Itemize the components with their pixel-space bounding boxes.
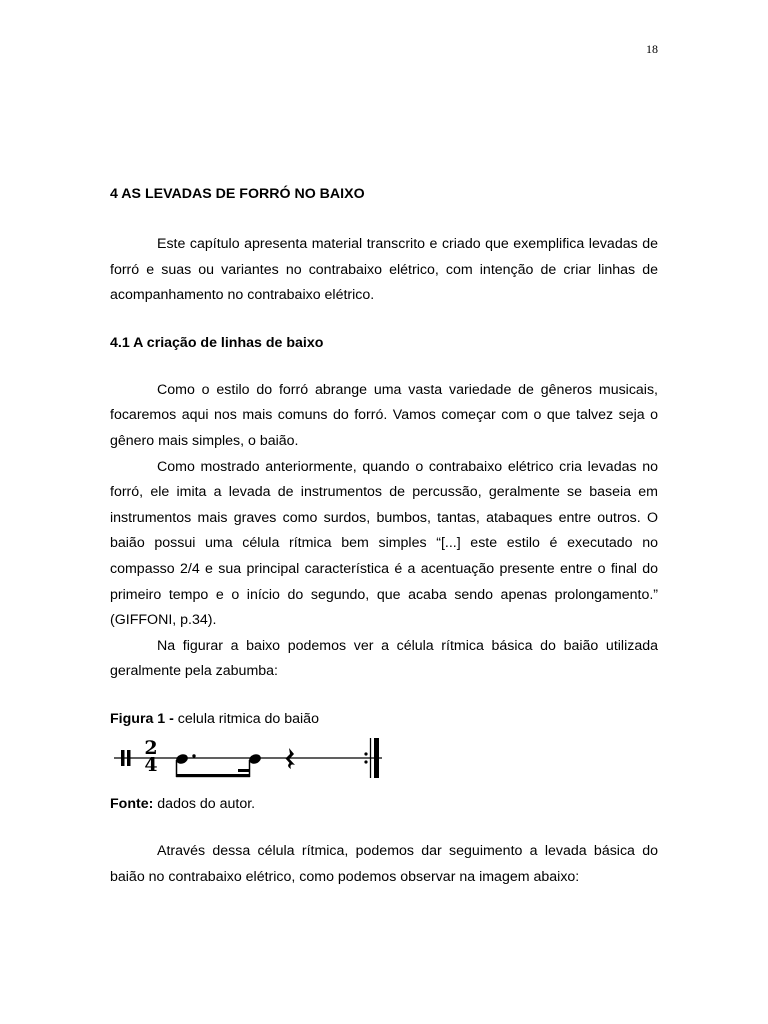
page-number: 18 — [646, 42, 658, 56]
bar-thick — [121, 750, 125, 766]
chapter-heading: 4 AS LEVADAS DE FORRÓ NO BAIXO — [110, 186, 365, 202]
figure-caption — [110, 707, 658, 732]
document-body — [110, 182, 658, 890]
bar-thick — [374, 738, 379, 778]
paragraph-final: Através dessa célula rítmica, podemos dar seguimento a levada básica do baião no contrabaixo elétrico, como podemos observar na imagem abaixo: — [110, 842, 658, 885]
beam — [238, 769, 250, 772]
source-label: Fonte: — [110, 795, 154, 812]
figure-caption-text: celula ritmica do baião — [173, 710, 319, 727]
paragraph: Como mostrado anteriormente, quando o contrabaixo elétrico cria levadas no forró, ele imita a levada de instrumentos de percussão, geralmente se baseia em instrumentos mais graves como surdos, bumbos, tantas, atabaques entre outros. O baião possui uma célula rítmica bem simples “[...] este estilo é executado no compasso 2/4 e sua principal característica é a acentuação presente entre o final do primeiro tempo e o início do segundo, que acaba sendo apenas prolongamento.” (GIFFONI, p.34). — [110, 458, 658, 629]
section-heading: 4.1 A criação de linhas de baixo — [110, 334, 324, 351]
source-text: dados do autor. — [153, 795, 256, 812]
paragraph-intro: Este capítulo apresenta material transcrito e criado que exemplifica levadas de forró e suas ou variantes no contrabaixo elétrico, com intenção de criar linhas de acompanhamento no contrabaixo elétrico. — [110, 236, 658, 304]
time-signature-top: 2 — [144, 736, 158, 759]
repeat-dot — [364, 760, 367, 763]
figure-label: Figura 1 - — [110, 710, 174, 727]
repeat-dot — [364, 752, 367, 755]
beam — [176, 774, 250, 777]
bar-thick — [127, 750, 131, 766]
paragraph: Como o estilo do forró abrange uma vasta variedade de gêneros musicais, focaremos aqui nos mais comuns do forró. Vamos começar com o que talvez seja o gênero mais simples, o baião. — [110, 381, 658, 449]
rhythm-notation — [110, 736, 390, 784]
figure-source — [110, 792, 658, 817]
time-signature-bottom: 4 — [144, 753, 158, 776]
augmentation-dot — [192, 754, 195, 757]
paragraph: Na figurar a baixo podemos ver a célula rítmica básica do baião utilizada geralmente pela zabumba: — [110, 637, 658, 680]
